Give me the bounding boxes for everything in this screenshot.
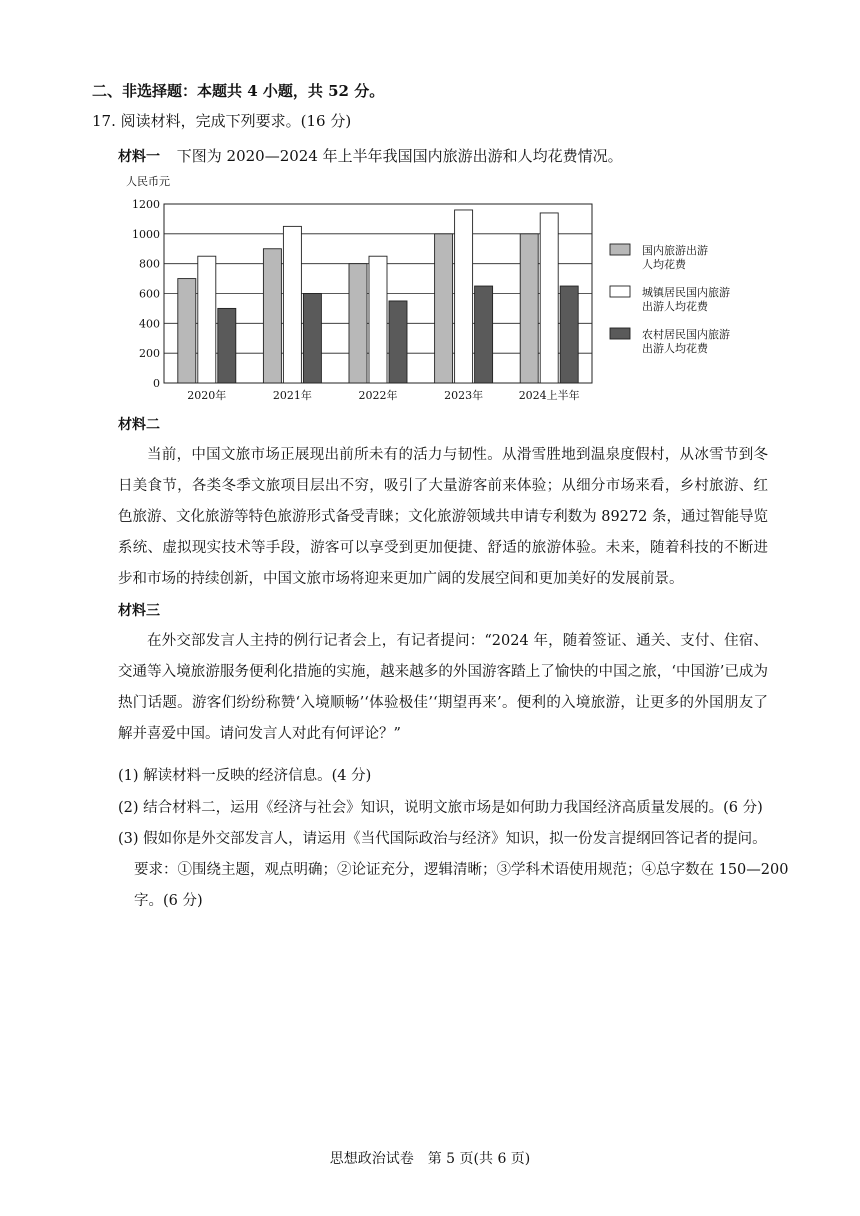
bar (349, 264, 367, 383)
material-2-label: 材料二 (118, 417, 160, 433)
x-tick-label: 2021年 (272, 389, 312, 402)
bar (520, 234, 538, 383)
legend-label: 人均花费 (642, 258, 686, 271)
legend-label: 出游人均花费 (642, 342, 708, 355)
y-tick-label: 400 (139, 317, 160, 331)
legend-label: 农村居民国内旅游 (642, 328, 730, 341)
material-1-text: 下图为 2020—2024 年上半年我国国内旅游出游和人均花费情况。 (176, 147, 623, 165)
bar (540, 213, 558, 383)
bar (560, 286, 578, 383)
bar (178, 279, 196, 383)
material-3-label: 材料三 (118, 603, 160, 619)
page-footer: 思想政治试卷 第 5 页(共 6 页) (329, 1151, 531, 1167)
question-3-line-3: 字。(6 分) (134, 893, 203, 909)
x-tick-label: 2022年 (358, 389, 398, 402)
section-title: 二、非选择题：本题共 4 小题，共 52 分。 (92, 82, 385, 100)
bar (303, 294, 321, 384)
legend-swatch (610, 286, 630, 297)
y-tick-label: 200 (139, 347, 160, 361)
bar (263, 249, 281, 383)
bar (198, 256, 216, 383)
bar (283, 226, 301, 383)
y-tick-label: 800 (139, 257, 160, 271)
question-1: (1) 解读材料一反映的经济信息。(4 分) (118, 768, 372, 784)
bar (435, 234, 453, 383)
legend-swatch (610, 244, 630, 255)
material-3-text: 在外交部发言人主持的例行记者会上，有记者提问：“2024 年，随着签证、通关、支付、住宿、交通等入境旅游服务便利化措施的实施，越来越多的外国游客踏上了愉快的中国之旅，‘中国游’已成为热门话题。游客们纷纷称赞‘入境顺畅’‘体验极佳’‘期望再来’。便利的入境旅游，让更多的外国朋友了解并喜爱中国。请问发言人对此有何评论？” (118, 633, 768, 742)
bar-chart (118, 170, 758, 410)
y-tick-label: 1000 (132, 227, 160, 241)
legend-swatch (610, 328, 630, 339)
x-tick-label: 2023年 (444, 389, 484, 402)
bar (369, 256, 387, 383)
material-1-label: 材料一 (118, 149, 160, 165)
material-2-text: 当前，中国文旅市场正展现出前所未有的活力与韧性。从滑雪胜地到温泉度假村，从冰雪节到冬日美食节，各类冬季文旅项目层出不穷，吸引了大量游客前来体验；从细分市场来看，乡村旅游、红色旅游、文化旅游等特色旅游形式备受青睐；文化旅游领域共申请专利数为 89272 条，通过智能导览系统、虚拟现实技术等手段，游客可以享受到更加便捷、舒适的旅游体验。未来，随着科技的不断进步和市场的持续创新，中国文旅市场将迎来更加广阔的发展空间和更加美好的发展前景。 (118, 447, 768, 587)
x-tick-label: 2020年 (187, 389, 227, 402)
legend-label: 城镇居民国内旅游 (642, 286, 730, 299)
y-tick-label: 1200 (132, 198, 160, 211)
legend-label: 国内旅游出游 (642, 244, 708, 257)
question-3-line-1: (3) 假如你是外交部发言人，请运用《当代国际政治与经济》知识，拟一份发言提纲回答记者的提问。 (118, 831, 767, 847)
bar (389, 301, 407, 383)
question-3-line-2: 要求：①围绕主题，观点明确；②论证充分，逻辑清晰；③学科术语使用规范；④总字数在 150—200 (134, 862, 789, 878)
material-1 (118, 145, 623, 166)
bar (475, 286, 493, 383)
y-tick-label: 0 (153, 377, 160, 390)
bar (455, 210, 473, 383)
x-tick-label: 2024上半年 (518, 389, 580, 402)
bar (218, 308, 236, 383)
question-2: (2) 结合材料二，运用《经济与社会》知识，说明文旅市场是如何助力我国经济高质量发展的。(6 分) (118, 800, 763, 816)
legend-label: 出游人均花费 (642, 300, 708, 313)
question-17-header: 17. 阅读材料，完成下列要求。(16 分) (92, 112, 352, 130)
y-tick-label: 600 (139, 287, 160, 301)
y-axis-label: 人民币元 (126, 175, 170, 188)
